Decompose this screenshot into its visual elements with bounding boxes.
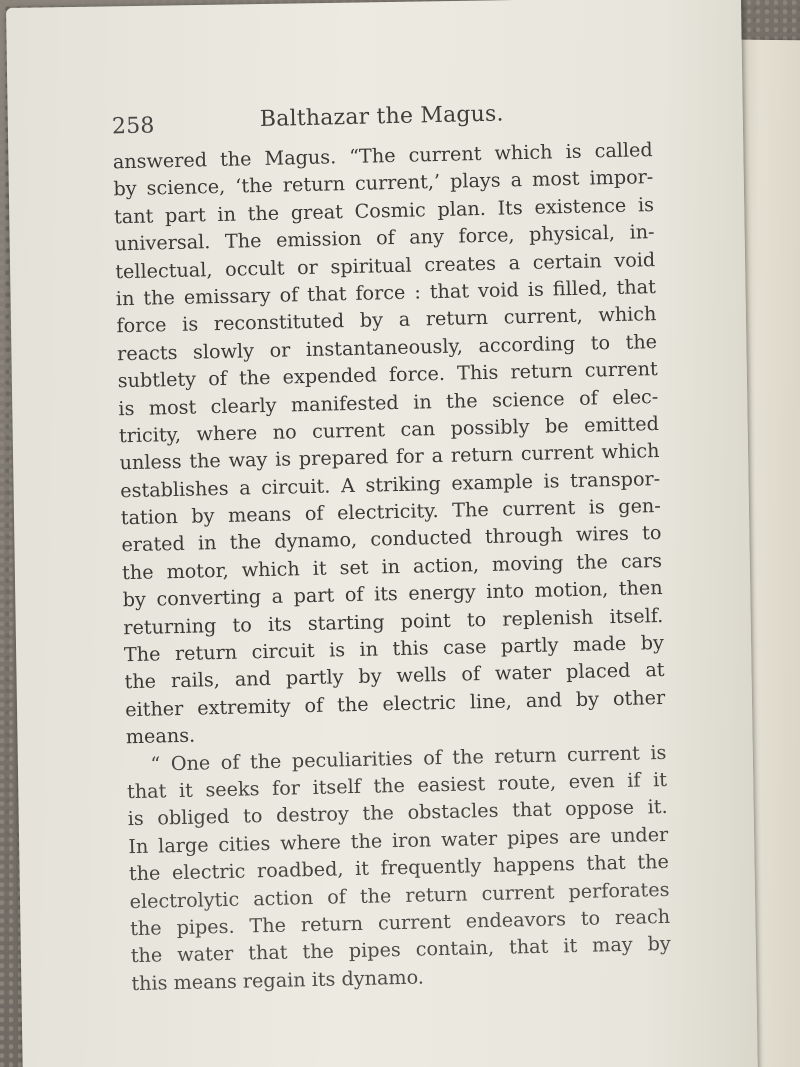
page-text-block — [112, 96, 672, 997]
text-line: establishes a circuit. A striking example is transpor- — [119, 466, 661, 502]
text-line: In large cities where the iron water pipes are under — [128, 822, 669, 858]
text-line: tant part in the great Cosmic plan. Its existence is — [113, 192, 655, 229]
page-number: 258 — [111, 113, 155, 140]
text-line: tation by means of electricity. The current is gen- — [120, 494, 662, 530]
text-line: tricity, where no current can possibly be emitted — [118, 411, 660, 448]
paragraph-2 — [126, 739, 671, 998]
running-title: Balthazar the Magus. — [259, 101, 504, 132]
text-line: returning to its starting point to replenish itself. — [123, 603, 664, 639]
text-line: electrolytic action of the return current perforates — [129, 877, 670, 913]
text-line: reacts slowly or instantaneously, according to the — [116, 329, 658, 366]
text-line: this means regain its dynamo. — [131, 965, 425, 995]
text-line: “ One of the peculiarities of the return current is — [150, 740, 667, 776]
text-line: by converting a part of its energy into motion, then — [122, 576, 663, 612]
text-line: tellectual, occult or spiritual creates a certain void — [115, 247, 656, 283]
text-line: that it seeks for itself the easiest route, even if it — [126, 767, 668, 804]
paragraph-1 — [112, 136, 666, 751]
text-line: the rails, and partly by wells of water placed at — [124, 658, 665, 694]
text-line: the motor, which it set in action, moving the cars — [121, 548, 663, 585]
text-line: unless the way is prepared for a return current which — [119, 439, 660, 475]
text-line: in the emissary of that force : that void is filled, that — [115, 275, 657, 311]
book-page — [6, 0, 758, 1067]
text-line: means. — [125, 723, 196, 749]
text-line: The return circuit is in this case partly made by — [123, 630, 665, 667]
text-line: by science, ‘the return current,’ plays a most impor- — [113, 165, 654, 201]
text-line: the water that the pipes contain, that it may by — [130, 932, 671, 968]
text-line: is most clearly manifested in the science of elec- — [118, 384, 659, 420]
text-line: universal. The emission of any force, physical, in- — [114, 220, 655, 256]
text-line: answered the Magus. “The current which is called — [112, 138, 653, 174]
text-line: is obliged to destroy the obstacles that oppose it. — [127, 795, 668, 831]
text-line: erated in the dynamo, conducted through wires to — [121, 521, 662, 557]
text-line: either extremity of the electric line, and by other — [124, 685, 666, 722]
text-line: the pipes. The return current endeavors to reach — [129, 904, 671, 941]
text-line: force is reconstituted by a return current, which — [116, 302, 657, 338]
text-line: subtlety of the expended force. This return current — [117, 357, 658, 393]
text-line: the electric roadbed, it frequently happens that the — [128, 850, 670, 886]
